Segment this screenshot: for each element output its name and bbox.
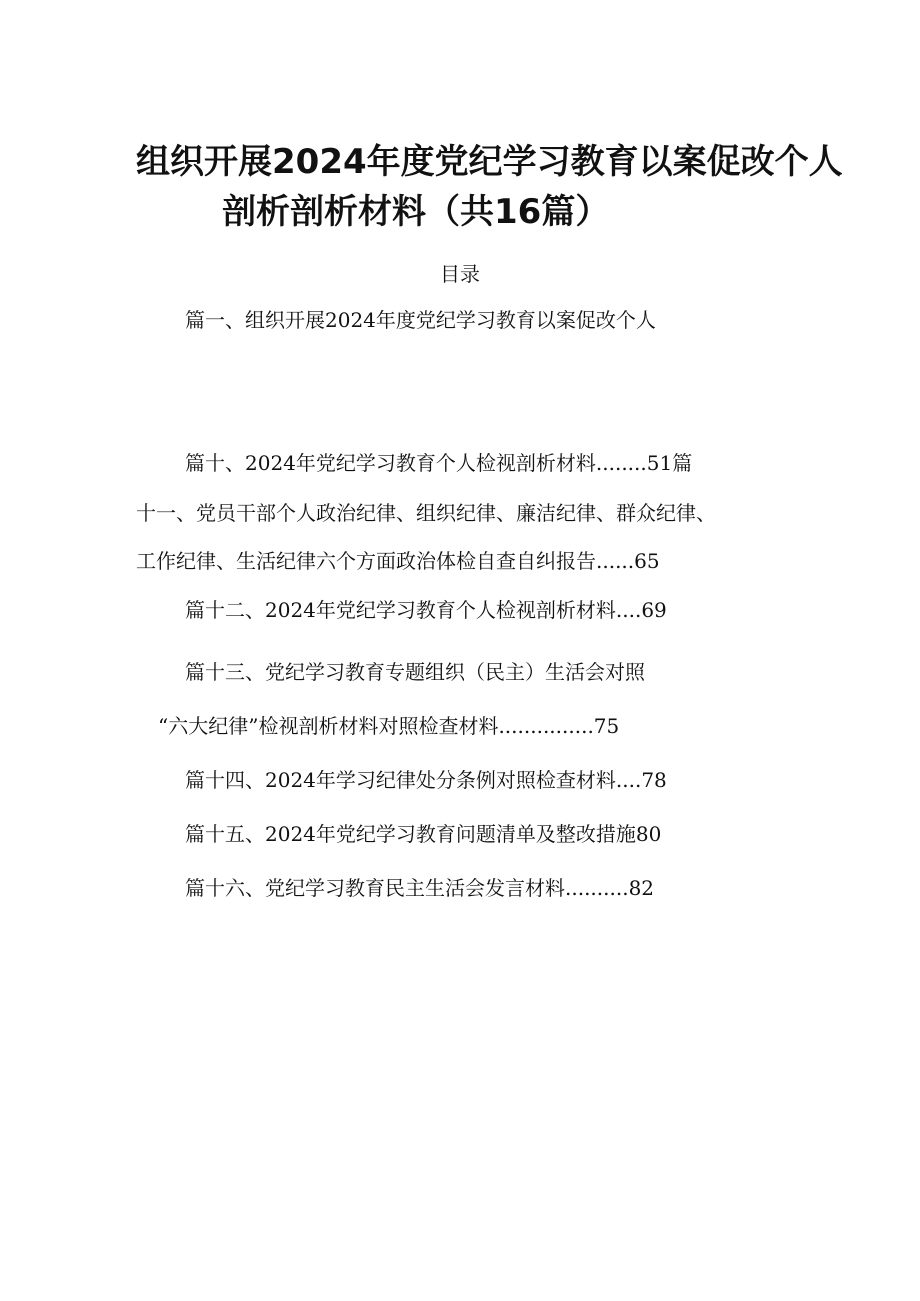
toc-entry[interactable]: 工作纪律、生活纪律六个方面政治体检自查自纠报告......65	[136, 549, 660, 573]
toc-entry[interactable]: 篇十五、2024年党纪学习教育问题清单及整改措施80	[185, 822, 662, 846]
document-title-line-2: 剖析剖析材料（共16篇）	[222, 192, 610, 232]
document-title-line-1: 组织开展2024年度党纪学习教育以案促改个人	[136, 142, 843, 182]
toc-entry[interactable]: 篇十三、党纪学习教育专题组织（民主）生活会对照	[185, 660, 645, 684]
toc-entry[interactable]: 篇十六、党纪学习教育民主生活会发言材料..........82	[185, 876, 655, 900]
toc-entry[interactable]: 篇十四、2024年学习纪律处分条例对照检查材料....78	[185, 768, 667, 792]
toc-heading: 目录	[440, 262, 480, 286]
toc-entry[interactable]: 篇十、2024年党纪学习教育个人检视剖析材料........51篇	[185, 451, 693, 475]
toc-entry[interactable]: “六大纪律”检视剖析材料对照检查材料...............75	[158, 714, 620, 738]
toc-entry[interactable]: 篇十二、2024年党纪学习教育个人检视剖析材料....69	[185, 598, 667, 622]
toc-entry[interactable]: 十一、党员干部个人政治纪律、组织纪律、廉洁纪律、群众纪律、	[136, 501, 716, 525]
toc-entry[interactable]: 篇一、组织开展2024年度党纪学习教育以案促改个人	[185, 308, 656, 332]
